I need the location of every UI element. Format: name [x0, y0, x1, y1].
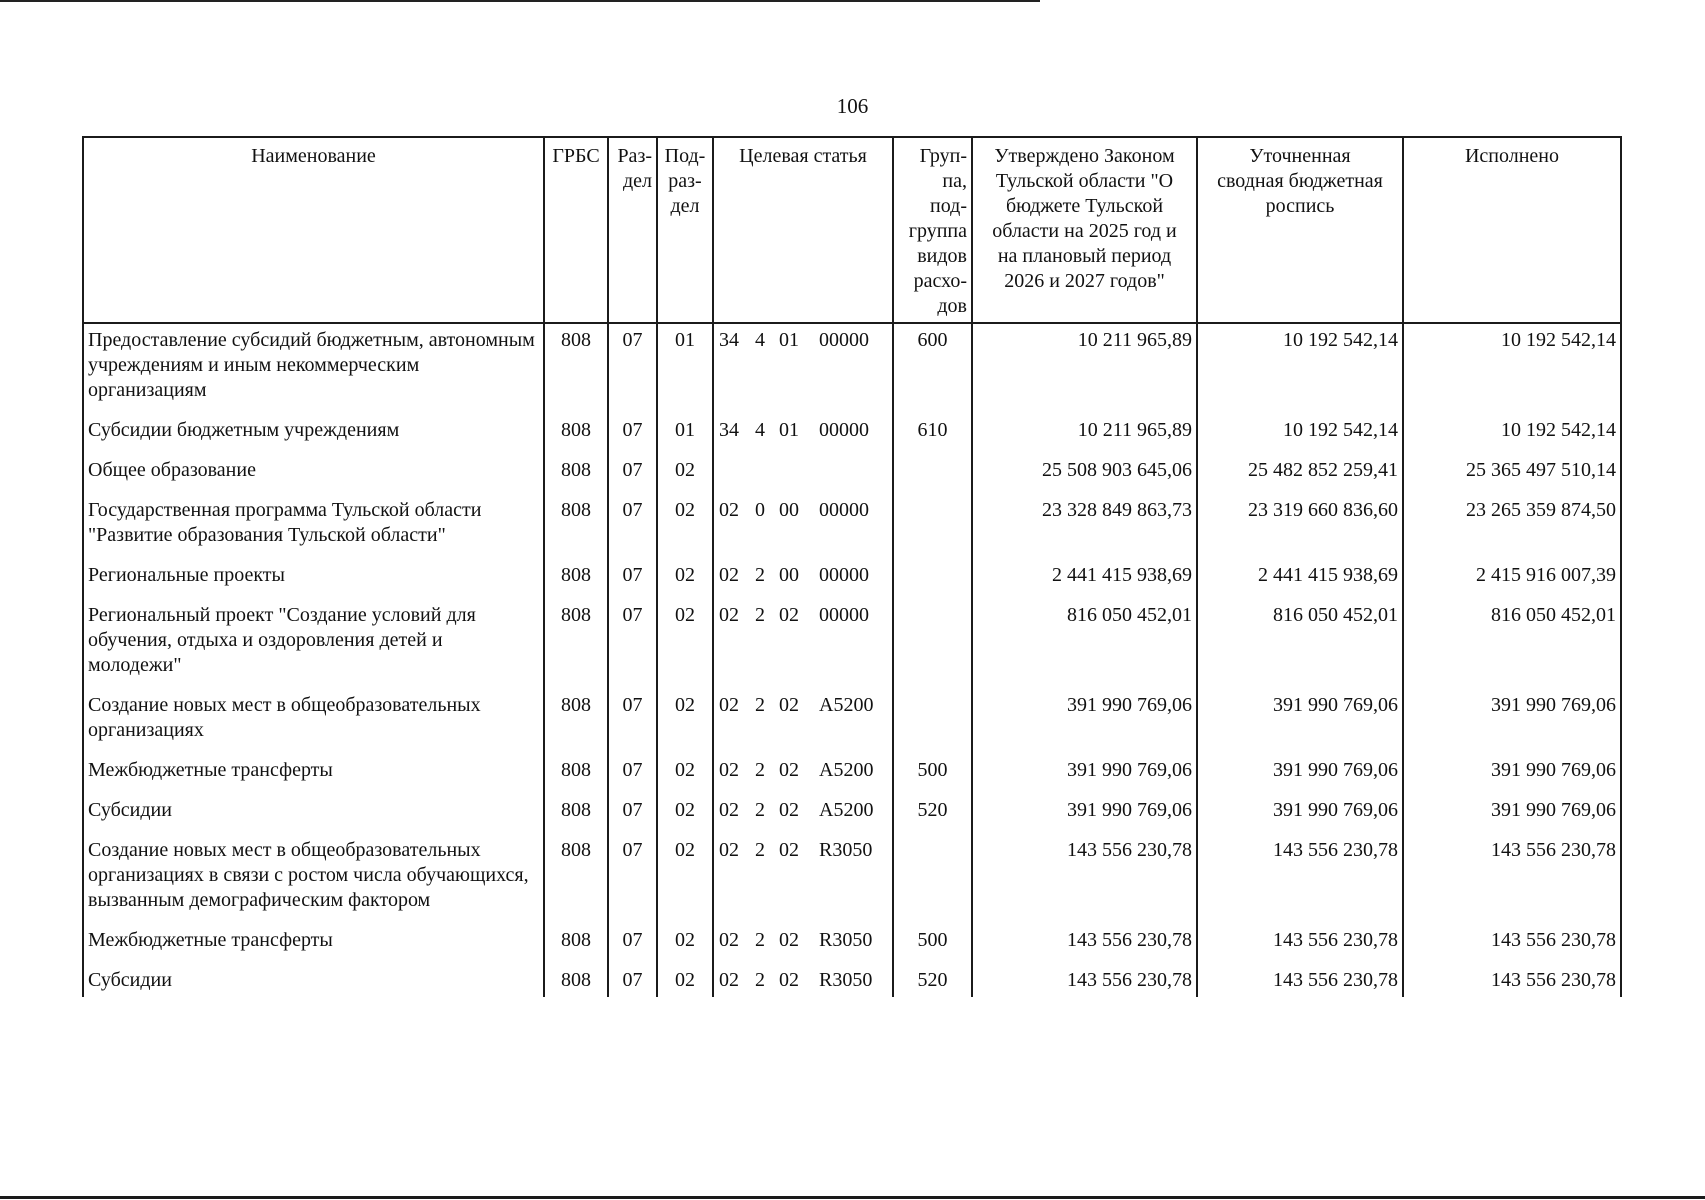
- header-section-label: Раз- дел: [617, 145, 652, 192]
- row-name: Межбюджетные трансферты: [83, 924, 544, 964]
- target-subprogram: 2: [755, 694, 765, 716]
- row-refined: 391 990 769,06: [1197, 689, 1403, 754]
- row-section: 07: [608, 834, 657, 924]
- row-subsection: 01: [657, 323, 713, 414]
- table-row: [83, 964, 1621, 997]
- target-program: 02: [719, 929, 739, 951]
- header-subsection-label: Под- раз- дел: [664, 145, 706, 217]
- target-event: 00: [779, 499, 799, 521]
- target-subprogram: 2: [755, 929, 765, 951]
- row-grbs: 808: [544, 964, 608, 997]
- row-executed: 25 365 497 510,14: [1403, 454, 1621, 494]
- header-grbs: [544, 137, 608, 323]
- row-section: 07: [608, 323, 657, 414]
- target-program: 02: [719, 969, 739, 991]
- row-approved: 143 556 230,78: [972, 924, 1197, 964]
- header-approved: [972, 137, 1197, 323]
- target-program: 02: [719, 564, 739, 586]
- budget-table: [82, 136, 1622, 997]
- row-executed: 10 192 542,14: [1403, 414, 1621, 454]
- target-subprogram: 2: [755, 969, 765, 991]
- target-event: 01: [779, 419, 799, 441]
- target-direction: А5200: [819, 759, 874, 781]
- target-direction: 00000: [819, 564, 869, 586]
- row-refined: 25 482 852 259,41: [1197, 454, 1403, 494]
- header-row: [83, 137, 1621, 323]
- row-executed: 816 050 452,01: [1403, 599, 1621, 689]
- row-refined: 143 556 230,78: [1197, 964, 1403, 997]
- row-refined: 2 441 415 938,69: [1197, 559, 1403, 599]
- target-event: 02: [779, 969, 799, 991]
- row-executed: 23 265 359 874,50: [1403, 494, 1621, 559]
- target-direction: R3050: [819, 839, 873, 861]
- target-program: 02: [719, 799, 739, 821]
- target-program: 02: [719, 759, 739, 781]
- row-section: 07: [608, 599, 657, 689]
- row-section: 07: [608, 414, 657, 454]
- row-section: 07: [608, 754, 657, 794]
- row-approved: 10 211 965,89: [972, 323, 1197, 414]
- row-name: Региональный проект "Создание условий для обучения, отдыха и оздоровления детей и молодежи": [83, 599, 544, 689]
- header-grbs-label: ГРБС: [552, 145, 600, 167]
- row-executed: 143 556 230,78: [1403, 924, 1621, 964]
- target-direction: 00000: [819, 499, 869, 521]
- target-program: 02: [719, 499, 739, 521]
- target-program: 02: [719, 694, 739, 716]
- row-target-article: [713, 794, 893, 834]
- row-refined: 23 319 660 836,60: [1197, 494, 1403, 559]
- row-grbs: 808: [544, 323, 608, 414]
- target-program: 02: [719, 839, 739, 861]
- row-target-article: [713, 599, 893, 689]
- row-target-article: [713, 754, 893, 794]
- target-direction: 00000: [819, 419, 869, 441]
- table-row: [83, 794, 1621, 834]
- row-refined: 391 990 769,06: [1197, 794, 1403, 834]
- row-target-article: [713, 964, 893, 997]
- row-target-article: [713, 689, 893, 754]
- target-subprogram: 2: [755, 759, 765, 781]
- row-target-article: [713, 494, 893, 559]
- row-grbs: 808: [544, 794, 608, 834]
- row-target-article: [713, 924, 893, 964]
- table-row: [83, 323, 1621, 414]
- target-subprogram: 4: [755, 419, 765, 441]
- page-number: 106: [836, 94, 869, 118]
- header-approved-label: Утверждено Законом Тульской области "О бюджете Тульской области на 2025 год и на плановый период 2026 и 2027 годов": [992, 145, 1177, 292]
- row-subsection: 02: [657, 454, 713, 494]
- row-name: Общее образование: [83, 454, 544, 494]
- row-subsection: 02: [657, 964, 713, 997]
- row-section: 07: [608, 794, 657, 834]
- target-subprogram: 0: [755, 499, 765, 521]
- target-program: 34: [719, 419, 739, 441]
- row-name: Межбюджетные трансферты: [83, 754, 544, 794]
- row-subsection: 02: [657, 494, 713, 559]
- target-direction: 00000: [819, 604, 869, 626]
- row-subsection: 02: [657, 689, 713, 754]
- target-direction: 00000: [819, 329, 869, 351]
- header-group-label: Груп- па, под- группа видов расхо- дов: [908, 145, 967, 317]
- header-target: [713, 137, 893, 323]
- table-row: [83, 559, 1621, 599]
- row-subsection: 01: [657, 414, 713, 454]
- target-event: 02: [779, 839, 799, 861]
- row-executed: 391 990 769,06: [1403, 754, 1621, 794]
- header-name: [83, 137, 544, 323]
- target-event: 02: [779, 799, 799, 821]
- row-executed: 143 556 230,78: [1403, 834, 1621, 924]
- target-event: 00: [779, 564, 799, 586]
- row-grbs: 808: [544, 754, 608, 794]
- row-name: Субсидии бюджетным учреждениям: [83, 414, 544, 454]
- target-subprogram: 4: [755, 329, 765, 351]
- row-executed: 2 415 916 007,39: [1403, 559, 1621, 599]
- row-executed: 391 990 769,06: [1403, 794, 1621, 834]
- row-executed: 391 990 769,06: [1403, 689, 1621, 754]
- row-subsection: 02: [657, 599, 713, 689]
- row-refined: 816 050 452,01: [1197, 599, 1403, 689]
- target-direction: А5200: [819, 694, 874, 716]
- table-row: [83, 754, 1621, 794]
- row-refined: 391 990 769,06: [1197, 754, 1403, 794]
- row-approved: 23 328 849 863,73: [972, 494, 1197, 559]
- row-grbs: 808: [544, 834, 608, 924]
- row-name: Предоставление субсидий бюджетным, автономным учреждениям и иным некоммерческим организациям: [83, 323, 544, 414]
- row-approved: 143 556 230,78: [972, 834, 1197, 924]
- target-program: 34: [719, 329, 739, 351]
- row-subsection: 02: [657, 559, 713, 599]
- row-grbs: 808: [544, 454, 608, 494]
- table-body: [83, 323, 1621, 997]
- row-target-article: [713, 323, 893, 414]
- header-name-label: Наименование: [251, 145, 376, 167]
- target-subprogram: 2: [755, 839, 765, 861]
- header-subsection: [657, 137, 713, 323]
- row-subsection: 02: [657, 754, 713, 794]
- target-subprogram: 2: [755, 799, 765, 821]
- row-section: 07: [608, 454, 657, 494]
- row-approved: 816 050 452,01: [972, 599, 1197, 689]
- row-section: 07: [608, 494, 657, 559]
- row-name: Субсидии: [83, 964, 544, 997]
- target-event: 02: [779, 929, 799, 951]
- row-expense-group: 600: [893, 323, 972, 414]
- row-approved: 391 990 769,06: [972, 689, 1197, 754]
- table-row: [83, 494, 1621, 559]
- row-target-article: [713, 834, 893, 924]
- row-name: Создание новых мест в общеобразовательных организациях в связи с ростом числа обучающихся, вызванным демографическим фактором: [83, 834, 544, 924]
- row-approved: 10 211 965,89: [972, 414, 1197, 454]
- row-target-article: [713, 559, 893, 599]
- row-name: Региональные проекты: [83, 559, 544, 599]
- row-grbs: 808: [544, 924, 608, 964]
- target-event: 02: [779, 604, 799, 626]
- row-name: Создание новых мест в общеобразовательных организациях: [83, 689, 544, 754]
- row-section: 07: [608, 559, 657, 599]
- table-row: [83, 414, 1621, 454]
- row-approved: 2 441 415 938,69: [972, 559, 1197, 599]
- row-refined: 143 556 230,78: [1197, 834, 1403, 924]
- row-name: Субсидии: [83, 794, 544, 834]
- row-expense-group: [893, 834, 972, 924]
- row-refined: 143 556 230,78: [1197, 924, 1403, 964]
- row-section: 07: [608, 964, 657, 997]
- header-refined: [1197, 137, 1403, 323]
- row-expense-group: 610: [893, 414, 972, 454]
- target-event: 02: [779, 694, 799, 716]
- row-approved: 25 508 903 645,06: [972, 454, 1197, 494]
- scan-edge-top: [0, 0, 1040, 2]
- row-expense-group: [893, 494, 972, 559]
- row-subsection: 02: [657, 834, 713, 924]
- row-grbs: 808: [544, 559, 608, 599]
- target-event: 01: [779, 329, 799, 351]
- row-subsection: 02: [657, 924, 713, 964]
- target-program: 02: [719, 604, 739, 626]
- row-grbs: 808: [544, 689, 608, 754]
- row-expense-group: [893, 559, 972, 599]
- row-expense-group: [893, 689, 972, 754]
- row-grbs: 808: [544, 599, 608, 689]
- header-executed-label: Исполнено: [1464, 145, 1560, 167]
- row-name: Государственная программа Тульской области "Развитие образования Тульской области": [83, 494, 544, 559]
- table-row: [83, 689, 1621, 754]
- table-row: [83, 454, 1621, 494]
- target-direction: R3050: [819, 929, 873, 951]
- row-approved: 391 990 769,06: [972, 754, 1197, 794]
- header-group: [893, 137, 972, 323]
- header-section: [608, 137, 657, 323]
- row-refined: 10 192 542,14: [1197, 323, 1403, 414]
- target-subprogram: 2: [755, 604, 765, 626]
- target-event: 02: [779, 759, 799, 781]
- row-expense-group: [893, 599, 972, 689]
- row-section: 07: [608, 689, 657, 754]
- header-target-label: Целевая статья: [739, 145, 867, 167]
- row-target-article: [713, 414, 893, 454]
- row-expense-group: 500: [893, 754, 972, 794]
- row-section: 07: [608, 924, 657, 964]
- table-header: [83, 137, 1621, 323]
- target-direction: R3050: [819, 969, 873, 991]
- scan-edge-bottom: [0, 1196, 1705, 1199]
- row-expense-group: [893, 454, 972, 494]
- target-direction: А5200: [819, 799, 874, 821]
- row-executed: 10 192 542,14: [1403, 323, 1621, 414]
- table-row: [83, 924, 1621, 964]
- table-row: [83, 834, 1621, 924]
- row-refined: 10 192 542,14: [1197, 414, 1403, 454]
- row-grbs: 808: [544, 414, 608, 454]
- table-row: [83, 599, 1621, 689]
- row-executed: 143 556 230,78: [1403, 964, 1621, 997]
- row-target-article: [713, 454, 893, 494]
- row-approved: 391 990 769,06: [972, 794, 1197, 834]
- row-grbs: 808: [544, 494, 608, 559]
- header-refined-label: Уточненная сводная бюджетная роспись: [1217, 145, 1383, 217]
- header-executed: [1403, 137, 1621, 323]
- row-expense-group: 500: [893, 924, 972, 964]
- target-subprogram: 2: [755, 564, 765, 586]
- row-subsection: 02: [657, 794, 713, 834]
- row-approved: 143 556 230,78: [972, 964, 1197, 997]
- row-expense-group: 520: [893, 794, 972, 834]
- row-expense-group: 520: [893, 964, 972, 997]
